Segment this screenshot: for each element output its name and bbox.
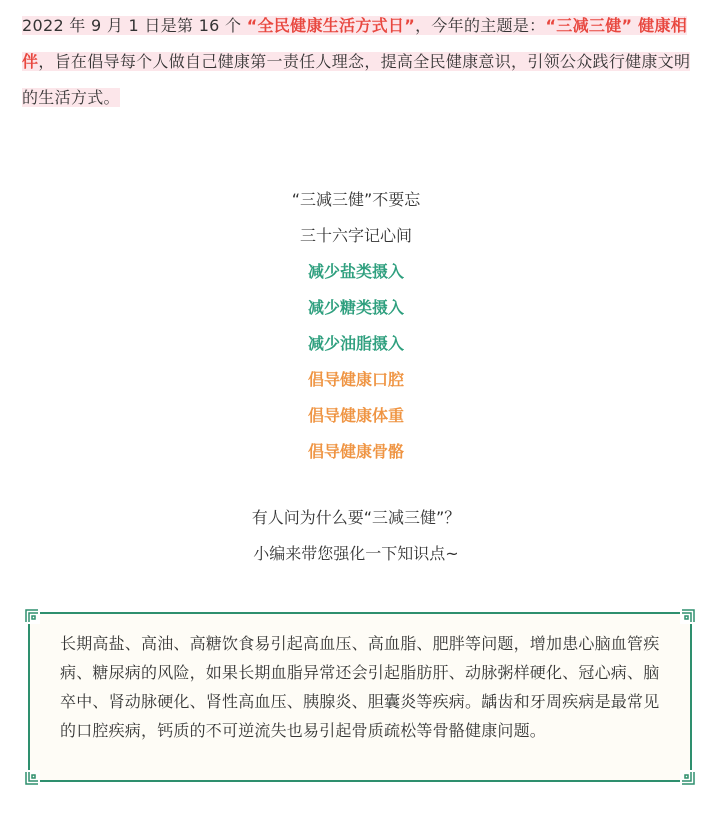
intro-part3: ，旨在倡导每个人做自己健康第一责任人理念，提高全民健康意识，引领公众践行健康文明的生活方式。 xyxy=(22,52,691,107)
healthy-weight-line: 倡导健康体重 xyxy=(307,406,404,425)
reduce-salt-line: 减少盐类摄入 xyxy=(307,262,404,281)
poem-line: 三十六字记心间 xyxy=(299,226,412,245)
intro-paragraph xyxy=(22,8,702,116)
info-box xyxy=(28,612,692,782)
corner-ornament-icon xyxy=(24,608,40,624)
intro-part1: 2022 年 9 月 1 日是第 16 个 xyxy=(22,16,242,35)
question-block xyxy=(0,500,712,572)
intro-text xyxy=(22,16,690,107)
info-box-text: 长期高盐、高油、高糖饮食易引起高血压、高血脂、肥胖等问题，增加患心脑血管疾病、糖尿病的风险，如果长期血脂异常还会引起脂肪肝、动脉粥样硬化、冠心病、脑卒中、肾动脉硬化、肾性高血压、胰腺炎、胆囊炎等疾病。龋齿和牙周疾病是最常见的口腔疾病，钙质的不可逆流失也易引起骨质疏松等骨骼健康问题。 xyxy=(60,634,660,740)
question-line: 有人问为什么要“三减三健”？ xyxy=(251,508,461,527)
healthy-mouth-line: 倡导健康口腔 xyxy=(307,370,404,389)
highlight-theme: “三减三健” 健康相伴 xyxy=(22,16,688,71)
corner-ornament-icon xyxy=(680,608,696,624)
poem-block xyxy=(0,182,712,470)
reduce-sugar-line: 减少糖类摄入 xyxy=(307,298,404,317)
healthy-bone-line: 倡导健康骨骼 xyxy=(307,442,404,461)
poem-line: “三减三健”不要忘 xyxy=(291,190,421,209)
corner-ornament-icon xyxy=(680,770,696,786)
highlight-health-day: “全民健康生活方式日” xyxy=(246,16,416,35)
reduce-oil-line: 减少油脂摄入 xyxy=(307,334,404,353)
question-line: 小编来带您强化一下知识点~ xyxy=(253,544,459,563)
intro-part2: ，今年的主题是： xyxy=(415,16,546,35)
corner-ornament-icon xyxy=(24,770,40,786)
